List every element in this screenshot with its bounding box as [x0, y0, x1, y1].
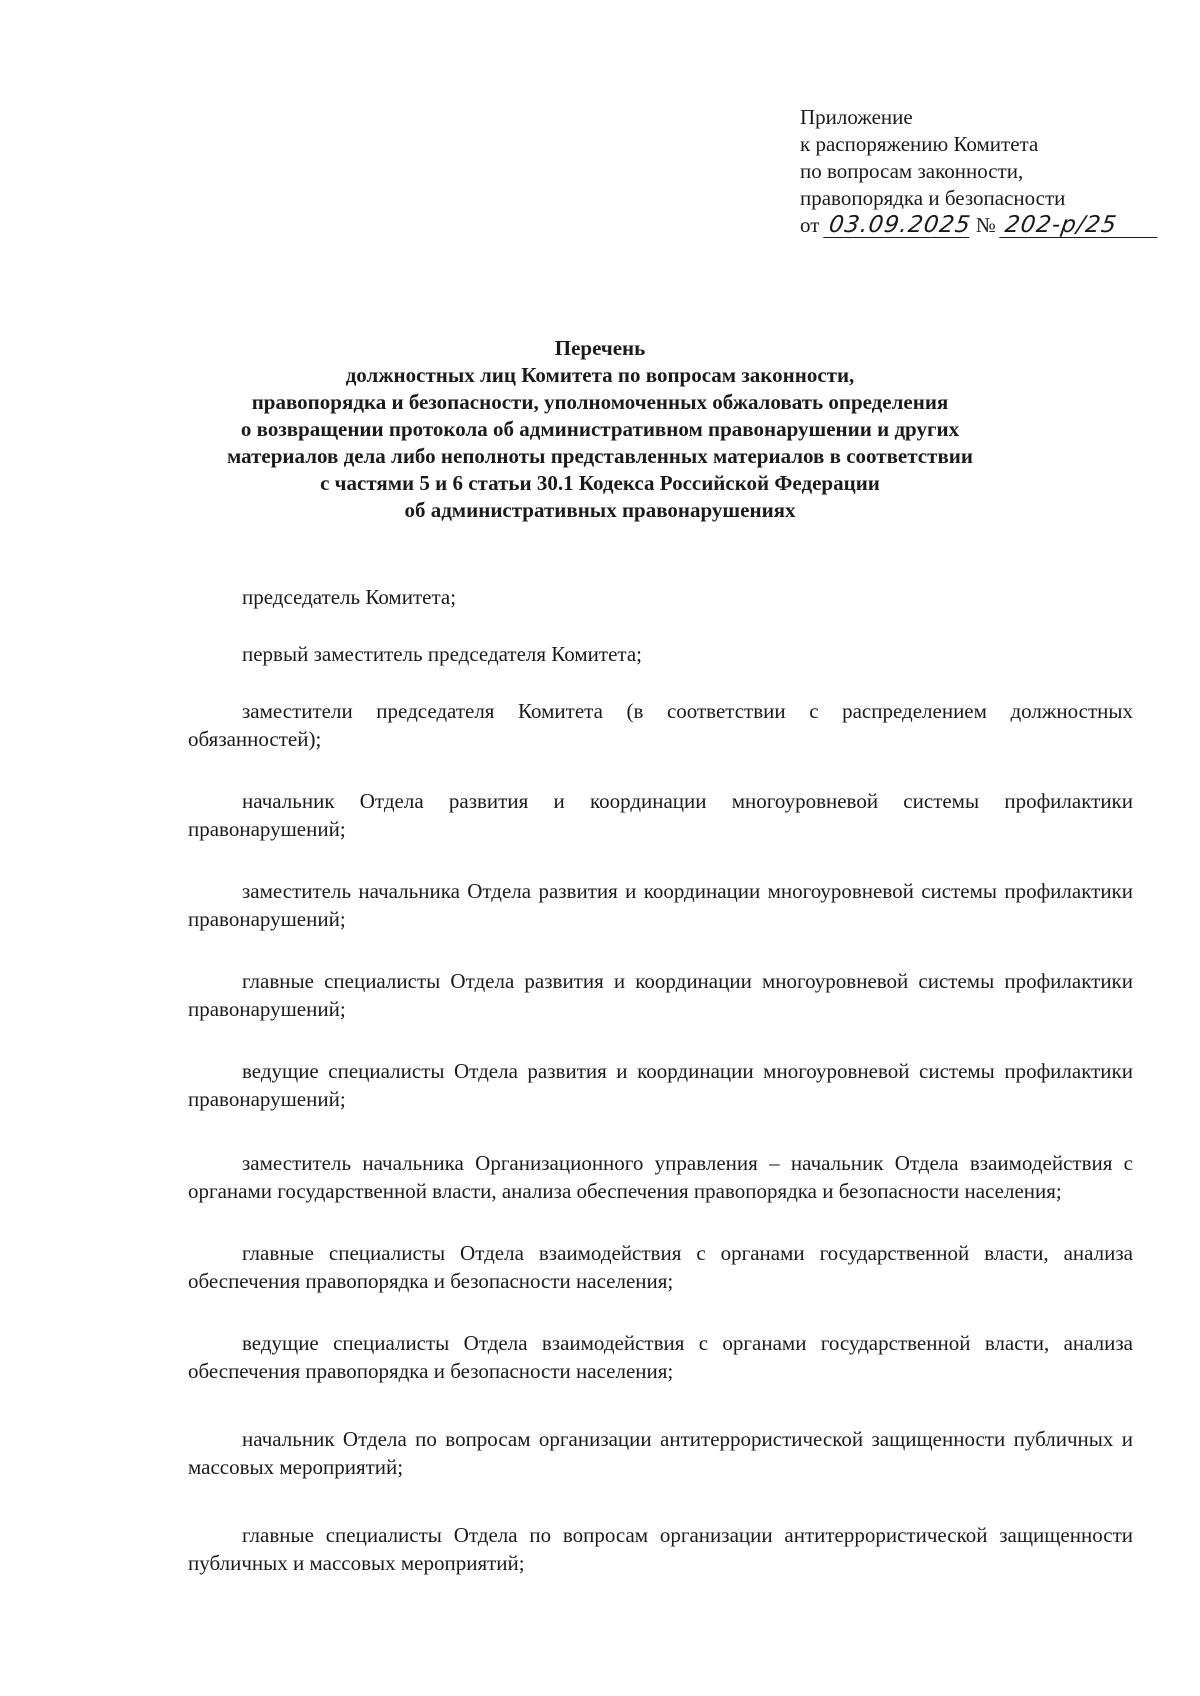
list-item: ведущие специалисты Отдела взаимодействия с органами государственной власти, анализа обеспечения правопорядка и безопасности населения; [188, 1331, 1133, 1383]
title-line: должностных лиц Комитета по вопросам законности, [345, 363, 855, 387]
title-line: правопорядка и безопасности, уполномоченных обжаловать определения [251, 390, 949, 414]
appendix-line: Приложение [800, 105, 913, 129]
appendix-line: правопорядка и безопасности [800, 186, 1066, 210]
list-item: главные специалисты Отдела по вопросам организации антитеррористической защищенности публичных и массовых мероприятий; [188, 1523, 1133, 1575]
title-heading: Перечень [554, 336, 646, 360]
handwritten-number: 202-р/25 [999, 213, 1161, 238]
list-item: заместитель начальника Организационного управления – начальник Отдела взаимодействия с органами государственной власти, анализа обеспечения правопорядка и безопасности населения; [188, 1151, 1133, 1203]
title-line: материалов дела либо неполноты представленных материалов в соответствии [227, 444, 973, 468]
handwritten-date: 03.09.2025 [823, 213, 973, 238]
list-item: председатель Комитета; [242, 585, 457, 609]
document-title [160, 335, 1040, 524]
list-item: начальник Отдела по вопросам организации антитеррористической защищенности публичных и массовых мероприятий; [188, 1427, 1133, 1479]
list-item: первый заместитель председателя Комитета; [242, 642, 642, 666]
title-line: с частями 5 и 6 статьи 30.1 Кодекса Российской Федерации [320, 471, 880, 495]
title-line: о возвращении протокола об административном правонарушении и других [240, 417, 960, 441]
list-item: заместители председателя Комитета (в соответствии с распределением должностных обязанностей); [188, 699, 1133, 751]
list-item: начальник Отдела развития и координации многоуровневой системы профилактики правонарушений; [188, 789, 1133, 841]
date-number-line [800, 212, 1180, 242]
list-item: главные специалисты Отдела взаимодействия с органами государственной власти, анализа обеспечения правопорядка и безопасности населения; [188, 1241, 1133, 1293]
date-prefix: от [800, 213, 820, 237]
number-prefix: № [975, 213, 996, 237]
title-line: об административных правонарушениях [404, 498, 796, 522]
appendix-line: по вопросам законности, [800, 159, 1024, 183]
officials-list [188, 583, 1133, 1577]
appendix-block [800, 104, 1180, 242]
list-item: заместитель начальника Отдела развития и координации многоуровневой системы профилактики правонарушений; [188, 879, 1133, 931]
list-item: главные специалисты Отдела развития и координации многоуровневой системы профилактики правонарушений; [188, 969, 1133, 1021]
list-item: ведущие специалисты Отдела развития и координации многоуровневой системы профилактики правонарушений; [188, 1059, 1133, 1111]
appendix-line: к распоряжению Комитета [800, 132, 1039, 156]
